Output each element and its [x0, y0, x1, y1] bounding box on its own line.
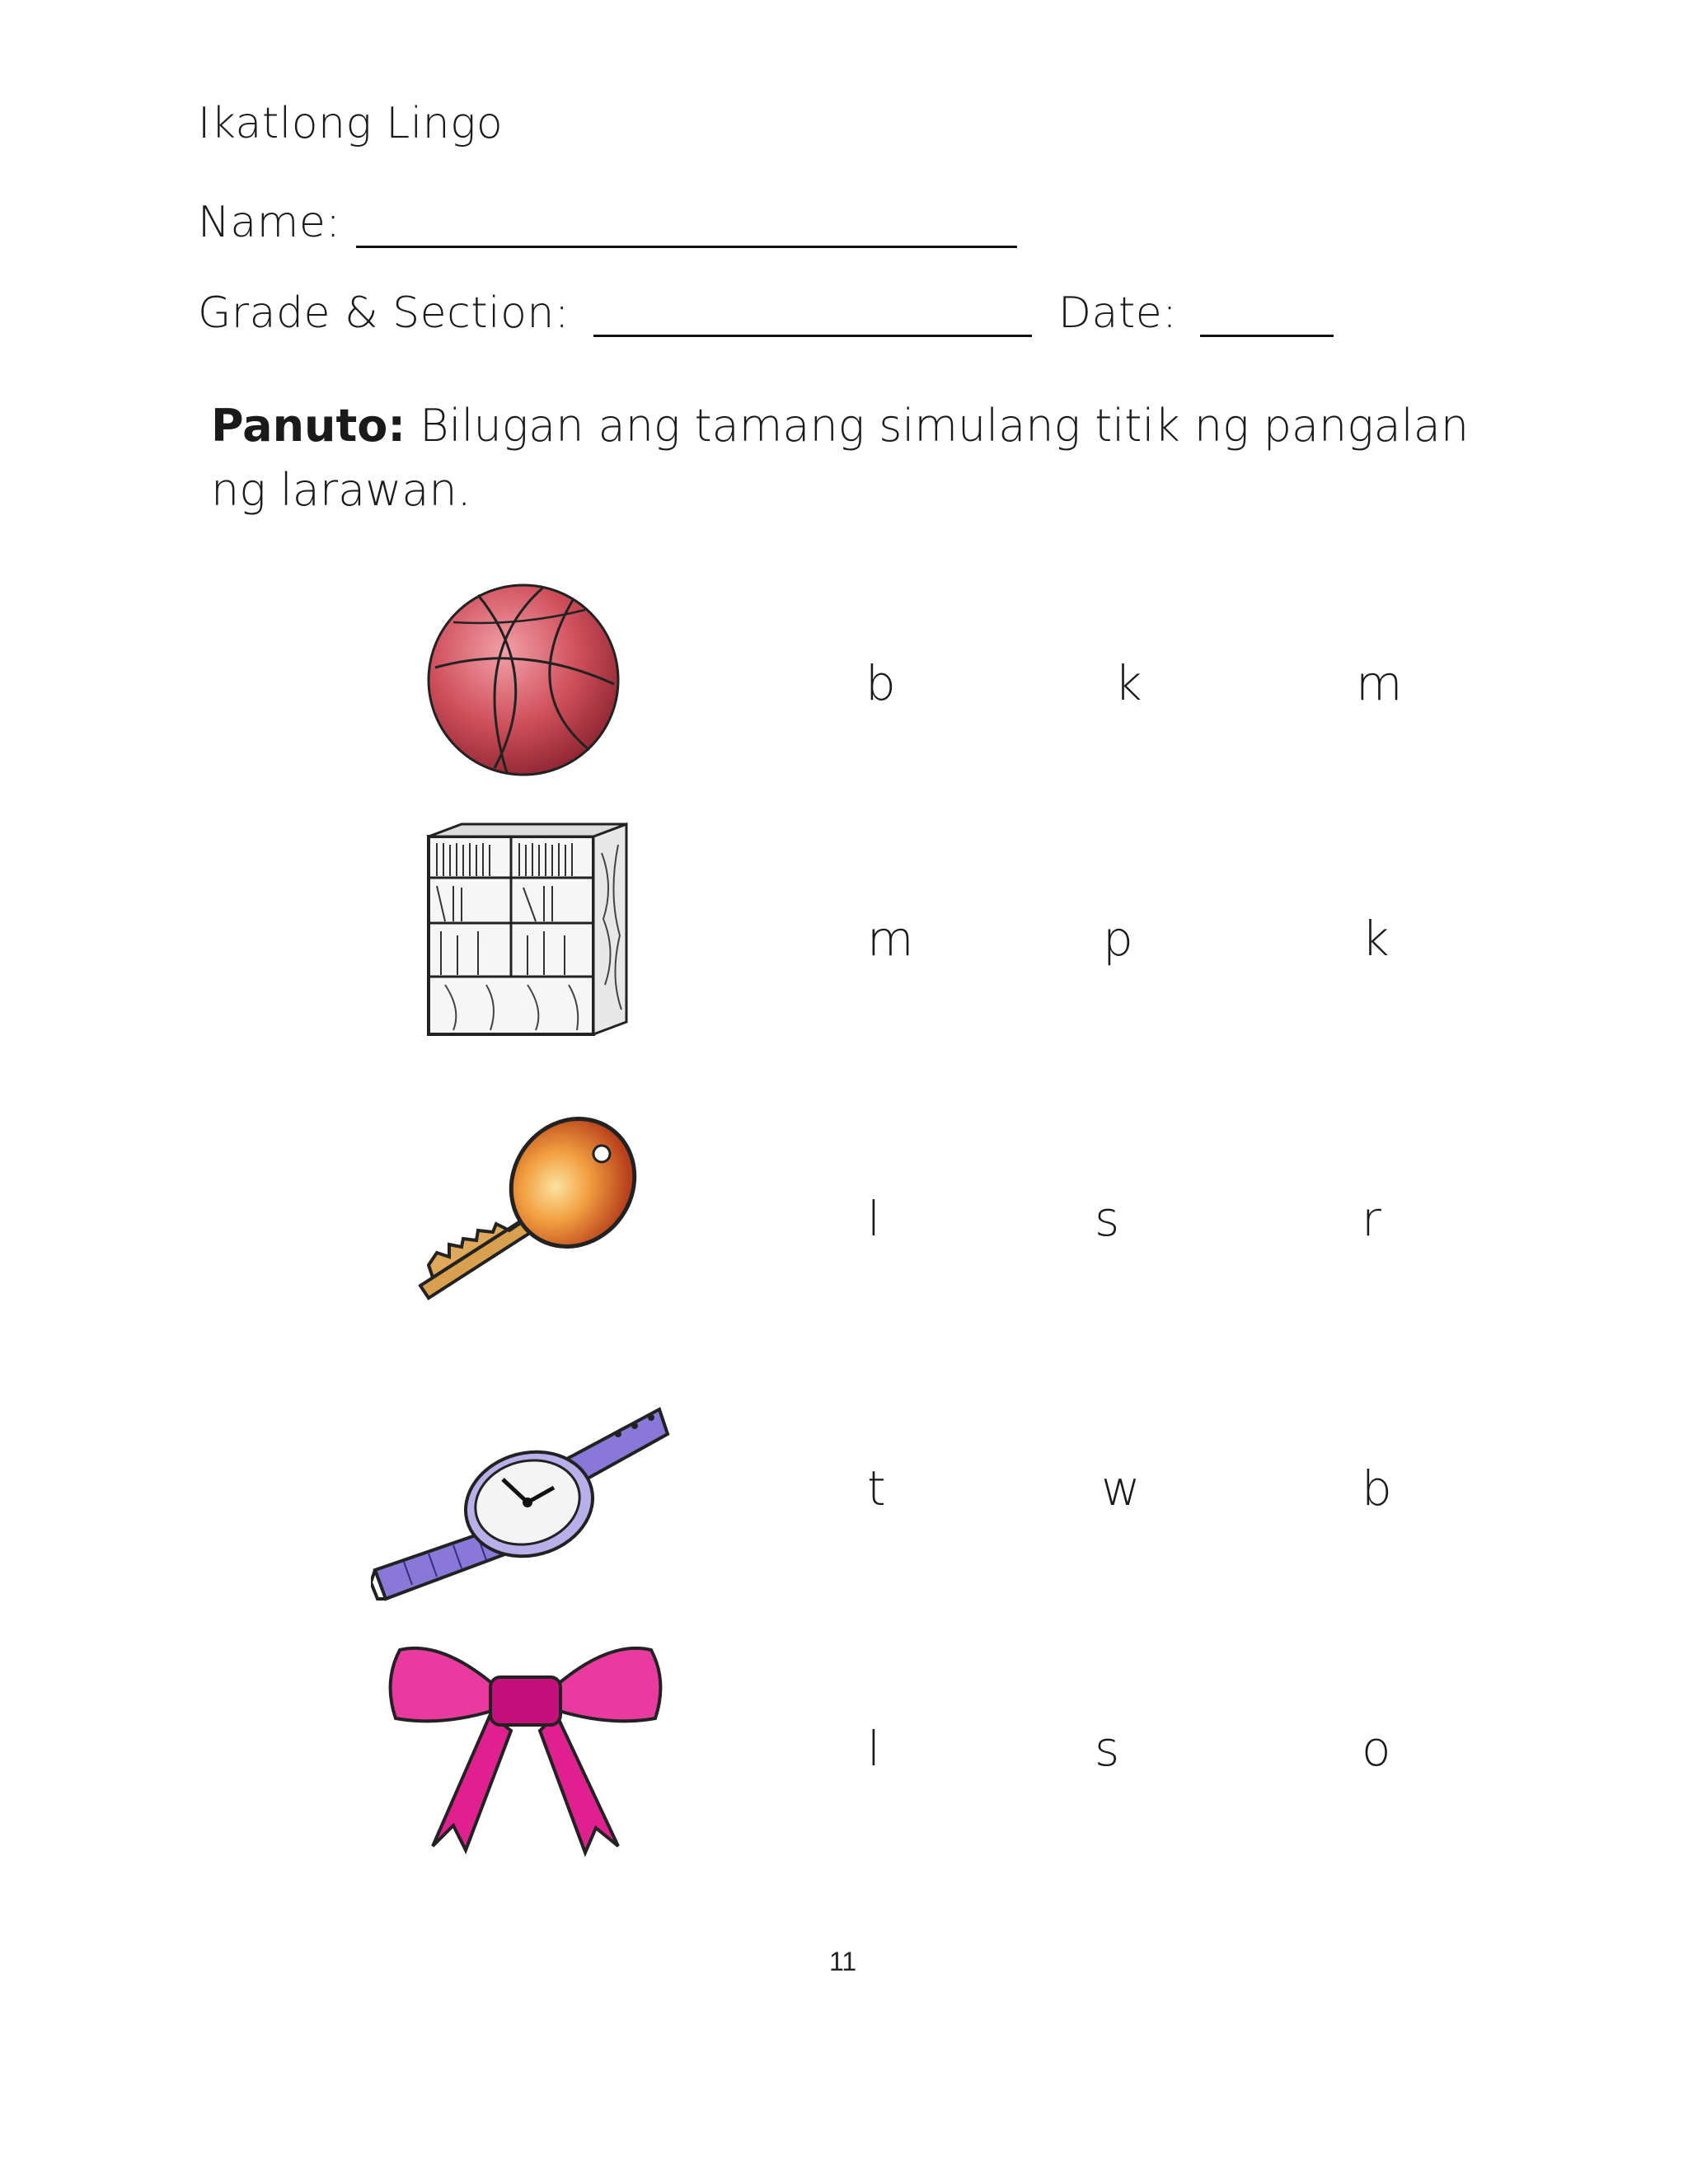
choice-letter[interactable]: l: [867, 1721, 881, 1777]
bookshelf-icon: [420, 820, 635, 1043]
instructions-text: Bilugan ang tamang simulang titik ng pangalan ng larawan.: [211, 400, 1470, 516]
choice-letter[interactable]: t: [867, 1460, 886, 1516]
choice-letter[interactable]: w: [1101, 1460, 1141, 1516]
choice-letter[interactable]: s: [1095, 1191, 1120, 1247]
choice-letter[interactable]: o: [1362, 1721, 1391, 1777]
wristwatch-icon: [371, 1397, 676, 1603]
choice-letter[interactable]: m: [867, 911, 914, 967]
date-label: Date:: [1058, 288, 1178, 338]
name-blank[interactable]: [356, 246, 1017, 248]
page-number: 11: [829, 1947, 857, 1976]
key-icon: [404, 1108, 651, 1315]
ribbon-bow-icon: [383, 1640, 668, 1863]
choice-letter[interactable]: b: [865, 655, 896, 711]
choice-letter[interactable]: s: [1095, 1721, 1120, 1777]
choice-letter[interactable]: p: [1103, 911, 1133, 967]
instructions-label: Panuto:: [211, 400, 406, 452]
instructions: [211, 394, 1497, 523]
date-blank[interactable]: [1200, 335, 1334, 337]
choice-letter[interactable]: k: [1114, 655, 1142, 711]
name-label: Name:: [198, 198, 341, 247]
choice-letter[interactable]: r: [1362, 1191, 1381, 1247]
choice-letter[interactable]: b: [1362, 1460, 1392, 1516]
choice-letter[interactable]: k: [1362, 911, 1390, 967]
week-title: Ikatlong Lingo: [198, 99, 504, 148]
choice-letter[interactable]: m: [1356, 655, 1403, 711]
grade-section-label: Grade & Section:: [198, 288, 570, 338]
grade-section-blank[interactable]: [593, 335, 1032, 337]
choice-letter[interactable]: l: [867, 1191, 881, 1247]
basketball-icon: [420, 577, 626, 783]
